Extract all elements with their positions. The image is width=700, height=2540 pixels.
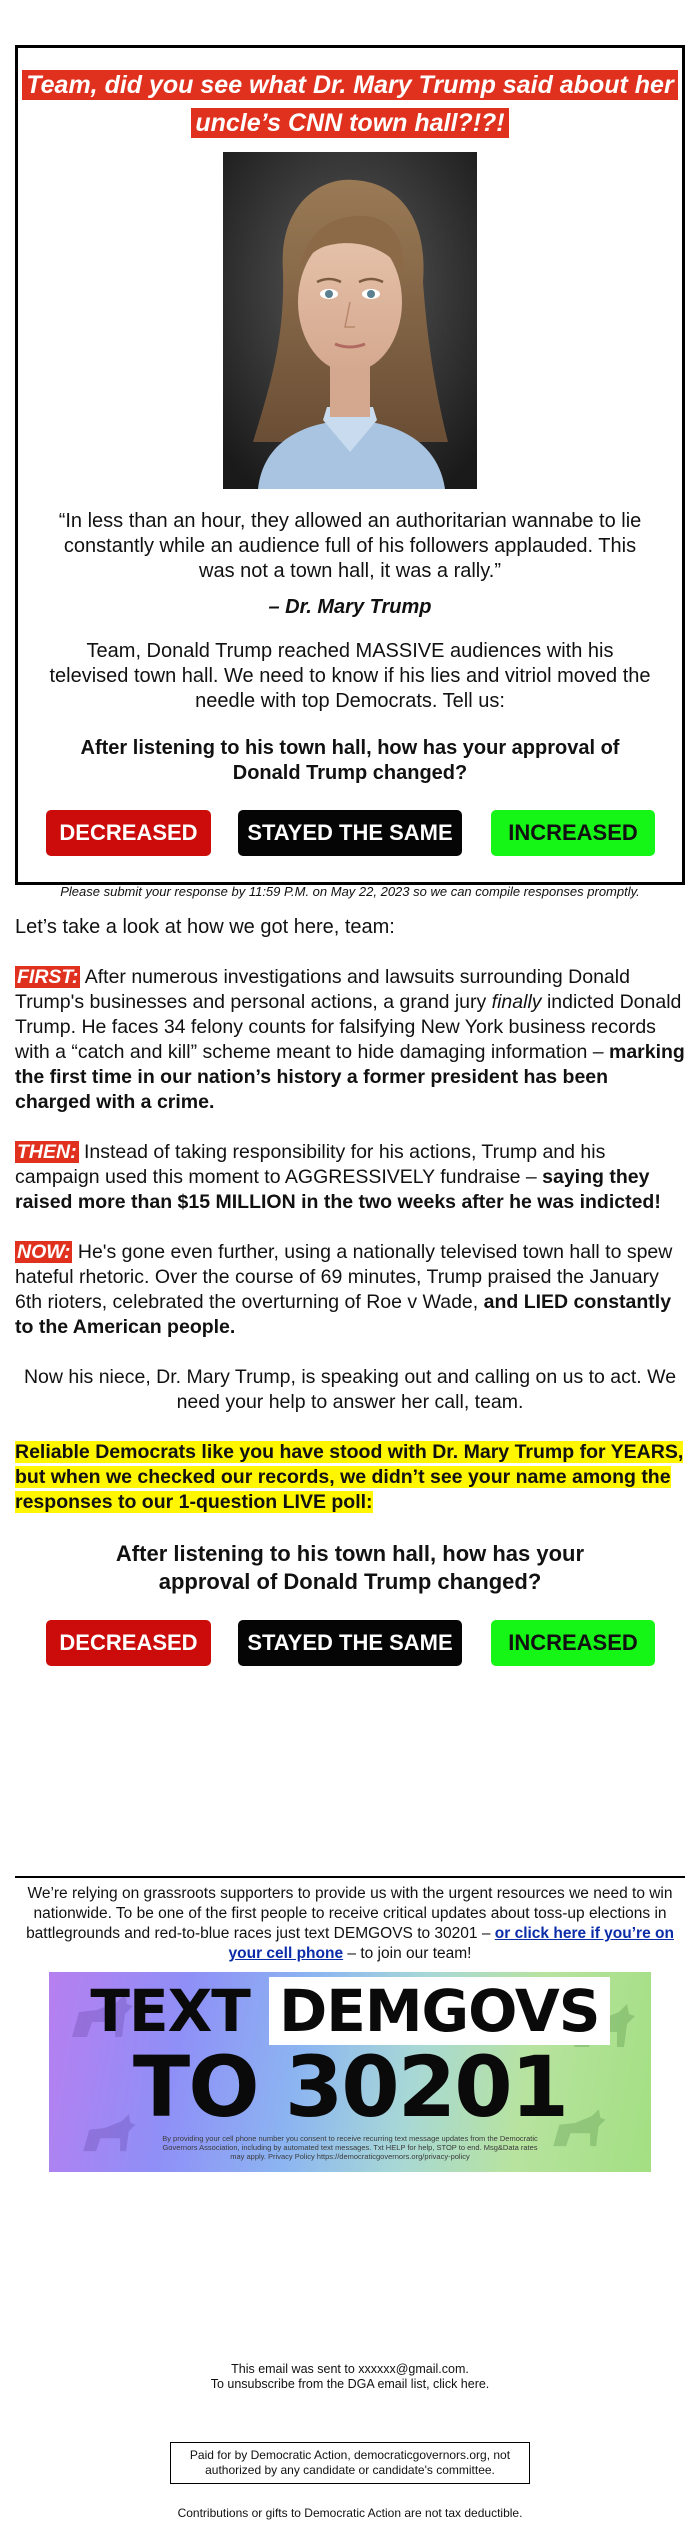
- decreased-button-2[interactable]: DECREASED: [46, 1620, 211, 1666]
- stayed-the-same-button[interactable]: STAYED THE SAME: [238, 810, 462, 856]
- footer-divider: [15, 1876, 685, 1878]
- unsubscribe-link[interactable]: To unsubscribe from the DGA email list, click here.: [210, 2377, 490, 2391]
- poll-question-2: After listening to his town hall, how has your approval of Donald Trump changed?: [115, 1541, 585, 1594]
- stayed-the-same-button-2[interactable]: STAYED THE SAME: [238, 1620, 462, 1666]
- first-text-2: indicted Donald Trump. He faces 34 felony counts for falsifying New York business records with a “catch and kill” scheme meant to hide damaging information –: [15, 991, 682, 1063]
- then-tag: THEN:: [17, 1141, 77, 1163]
- now-tag: NOW:: [17, 1241, 71, 1263]
- first-paragraph: [15, 965, 685, 1115]
- headline-wrap: [18, 48, 682, 144]
- decreased-button[interactable]: DECREASED: [46, 810, 211, 856]
- increased-button-2[interactable]: INCREASED: [491, 1620, 655, 1666]
- grassroots-paragraph: [0, 1884, 700, 1964]
- poll-button-row: [18, 810, 682, 858]
- then-text: Instead of taking responsibility for his actions, Trump and his campaign used this moment to AGGRESSIVELY fundraise –: [15, 1141, 606, 1188]
- banner-fine-print: By providing your cell phone number you consent to receive recurring text message updates from the Democratic Governors Association, including by automated text messages. Txt HELP for help, STOP to end. Msg&Data rates may apply. Privacy Policy https://democraticgovernors.org/privacy-policy: [162, 2134, 538, 2161]
- banner-text-line: [49, 1977, 651, 2045]
- grassroots-text: We’re relying on grassroots supporters to provide us with the urgent resources we need to win nationwide. To be one of the first people to receive critical updates about toss-up elections in battlegrounds and red-to-blue races just text DEMGOVS to 30201 –: [26, 1885, 673, 1942]
- niece-paragraph: Now his niece, Dr. Mary Trump, is speaking out and calling on us to act. We need your help to answer her call, team.: [23, 1366, 677, 1413]
- then-bold: saying they raised more than $15 MILLION in the two weeks after he was indicted!: [15, 1166, 661, 1213]
- highlighted-text: Reliable Democrats like you have stood with Dr. Mary Trump for YEARS, but when we checked our records, we didn’t see your name among the responses to our 1-question LIVE poll:: [15, 1441, 684, 1513]
- tax-disclaimer: Contributions or gifts to Democratic Action are not tax deductible.: [177, 2506, 523, 2520]
- paid-for-disclaimer: Paid for by Democratic Action, democraticgovernors.org, not authorized by any candidate or candidate's committee.: [170, 2442, 530, 2484]
- increased-button[interactable]: INCREASED: [491, 810, 655, 856]
- grassroots-end: – to join our team!: [343, 1945, 472, 1962]
- now-bold: and LIED constantly to the American people.: [15, 1291, 672, 1338]
- mary-trump-quote: “In less than an hour, they allowed an authoritarian wannabe to lie constantly while an audience full of his followers applauded. This was not a town hall, it was a rally.”: [58, 510, 642, 582]
- response-deadline: Please submit your response by 11:59 P.M. on May 22, 2023 so we can compile responses promptly.: [60, 884, 640, 899]
- first-italic: finally: [491, 991, 542, 1013]
- intro-paragraph: Team, Donald Trump reached MASSIVE audiences with his televised town hall. We need to know if his lies and vitriol moved the needle with top Democrats. Tell us:: [49, 640, 651, 712]
- lead-sentence: Let’s take a look at how we got here, team:: [15, 916, 395, 938]
- banner-keyword: DEMGOVS: [269, 1977, 610, 2045]
- email-page: [0, 45, 700, 2540]
- banner-text-word: TEXT: [90, 1977, 250, 2045]
- portrait-photo: [223, 152, 477, 489]
- first-text-1: After numerous investigations and lawsuits surrounding Donald Trump's businesses and personal actions, a grand jury: [15, 966, 630, 1013]
- survey-box: [15, 45, 685, 899]
- now-text: He's gone even further, using a nationally televised town hall to spew hateful rhetoric. Over the course of 69 minutes, Trump praised the January 6th rioters, celebrated the overturning of Roe v Wade,: [15, 1241, 673, 1313]
- sent-to-notice: This email was sent to xxxxxx@gmail.com.: [231, 2362, 469, 2376]
- poll-question: After listening to his town hall, how has your approval of Donald Trump changed?: [80, 737, 620, 784]
- highlight-paragraph: [15, 1440, 685, 1515]
- text-signup-link[interactable]: or click here if you’re on your cell phone: [228, 1925, 674, 1962]
- text-demgovs-banner[interactable]: [49, 1972, 651, 2172]
- then-paragraph: [15, 1140, 685, 1215]
- body-copy: [0, 915, 700, 1596]
- quote-attribution: – Dr. Mary Trump: [268, 596, 432, 618]
- first-tag: FIRST:: [17, 966, 79, 988]
- headline: Team, did you see what Dr. Mary Trump said about her uncle’s CNN town hall?!?!: [22, 70, 677, 138]
- now-paragraph: [15, 1240, 685, 1340]
- first-bold: marking the first time in our nation’s history a former president has been charged with a crime.: [15, 1041, 685, 1113]
- poll-button-row-2: [0, 1620, 700, 1668]
- banner-number: TO 30201: [132, 2038, 568, 2136]
